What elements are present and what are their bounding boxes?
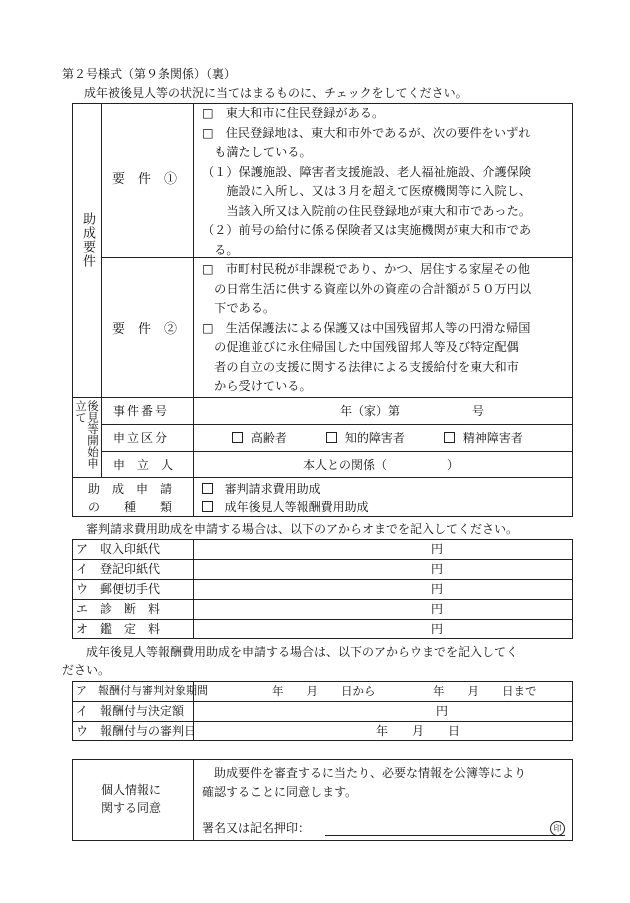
fee-costs-instruction-1: 成年後見人等報酬費用助成を申請する場合は、以下のアからウまでを記入してく — [86, 645, 519, 659]
req2-line: の促進並びに永住帰国した中国残留邦人等及び特定配偶 — [202, 340, 519, 354]
trial-row-label: オ 鑑 定 料 — [76, 622, 161, 636]
requirement-1-label: 要 件 ① — [112, 172, 178, 187]
req2-line: の日常生活に供する資産以外の資産の合計額が５０万円以 — [202, 281, 532, 296]
signature-line[interactable] — [325, 835, 565, 836]
req1-line: （２）前号の給付に係る保険者又は実施機関が東大和市であ — [202, 223, 532, 237]
form-number: 第２号様式（第９条関係）（裏） — [62, 67, 237, 81]
req1-line: （１）保護施設、障害者支援施設、老人福祉施設、介護保険 — [202, 164, 532, 179]
consent-label-2: 関する同意 — [101, 801, 162, 815]
requirement-1-content — [202, 104, 531, 260]
case-number-field[interactable]: 年（家）第 号 — [340, 404, 485, 418]
subsidy-type-label-1: 助 成 申 請 — [88, 482, 173, 496]
subsidy-type-label-2: の 種 類 — [88, 500, 173, 514]
fee-row-label: ア 報酬付与審判対象期間 — [76, 684, 208, 697]
trial-row-amount[interactable]: 円 — [431, 562, 444, 576]
consent-label-1: 個人情報に — [101, 783, 162, 797]
requirement-2-label: 要 件 ② — [112, 322, 178, 337]
req1-line: も満たしている。 — [202, 145, 312, 159]
subsidy-option-trial[interactable]: 審判請求費用助成 — [202, 481, 321, 497]
category-label: 申立区分 — [113, 431, 170, 445]
req2-line: 者の自立の支援に関する法律による支援給付を東大和市 — [202, 359, 519, 374]
case-number-label: 事件番号 — [113, 404, 170, 418]
trial-row-amount[interactable]: 円 — [431, 622, 444, 636]
fee-row-label: ウ 報酬付与の審判日 — [76, 724, 197, 738]
subsidy-option-fee[interactable]: 成年後見人等報酬費用助成 — [202, 499, 369, 515]
trial-row-amount[interactable]: 円 — [431, 582, 444, 596]
req1-line: る。 — [202, 242, 239, 257]
trial-row-label: ア 収入印紙代 — [76, 542, 161, 556]
req1-line: 当該入所又は入院前の住民登録地が東大和市であった。 — [202, 203, 531, 218]
petitioner-label: 申 立 人 — [113, 458, 174, 472]
req1-line: □ 住民登録地は、東大和市外であるが、次の要件をいずれ — [202, 125, 531, 140]
signature-label: 署名又は記名押印： — [202, 821, 311, 835]
req2-line: から受けている。 — [202, 379, 312, 393]
category-option-elderly[interactable]: 高齢者 — [232, 430, 287, 446]
fee-row-date[interactable]: 年 月 日 — [376, 724, 461, 738]
req2-line: 下である。 — [202, 301, 276, 315]
req2-line: □ 生活保護法による保護又は中国残留邦人等の円滑な帰国 — [202, 320, 531, 335]
req1-line: □ 東大和市に住民登録がある。 — [202, 106, 385, 120]
category-option-mental[interactable]: 精神障害者 — [444, 430, 523, 446]
trial-row-label: イ 登記印紙代 — [76, 562, 161, 576]
consent-text-1: 助成要件を審査するに当たり、必要な情報を公簿等により — [202, 766, 527, 780]
checkbox[interactable] — [232, 432, 243, 443]
petitioner-relation-field[interactable]: 本人との関係（ ） — [303, 458, 460, 472]
requirements-group-label: 助成要件 — [80, 212, 95, 268]
category-option-intellectual[interactable]: 知的障害者 — [326, 430, 405, 446]
seal-mark: 印 — [550, 820, 565, 836]
trial-costs-instruction: 審判請求費用助成を申請する場合は、以下のアからオまでを記入してください。 — [86, 522, 519, 536]
fee-row-period[interactable]: 年 月 日から 年 月 日まで — [272, 684, 537, 698]
req2-line: □ 市町村民税が非課税であり、かつ、居住する家屋その他 — [202, 262, 530, 276]
trial-row-amount[interactable]: 円 — [431, 602, 444, 616]
consent-text-2: 確認することに同意します。 — [202, 785, 358, 799]
req1-line: 施設に入所し、又は３月を超えて医療機関等に入院し、 — [202, 184, 532, 198]
fee-row-label: イ 報酬付与決定額 — [76, 704, 185, 718]
instruction-text: 成年被後見人等の状況に当てはまるものに、チェックをしてください。 — [84, 86, 468, 100]
fee-row-amount[interactable]: 円 — [436, 704, 449, 718]
trial-row-label: エ 診 断 料 — [76, 602, 161, 616]
checkbox[interactable] — [326, 432, 337, 443]
trial-row-amount[interactable]: 円 — [431, 542, 444, 556]
trial-row-label: ウ 郵便切手代 — [76, 582, 161, 596]
checkbox[interactable] — [202, 501, 213, 512]
requirement-2-content — [202, 260, 531, 397]
checkbox[interactable] — [202, 483, 213, 494]
petition-group-label: 後見等開始申立て — [74, 400, 100, 469]
checkbox[interactable] — [444, 432, 455, 443]
fee-costs-instruction-2: ださい。 — [62, 663, 111, 677]
